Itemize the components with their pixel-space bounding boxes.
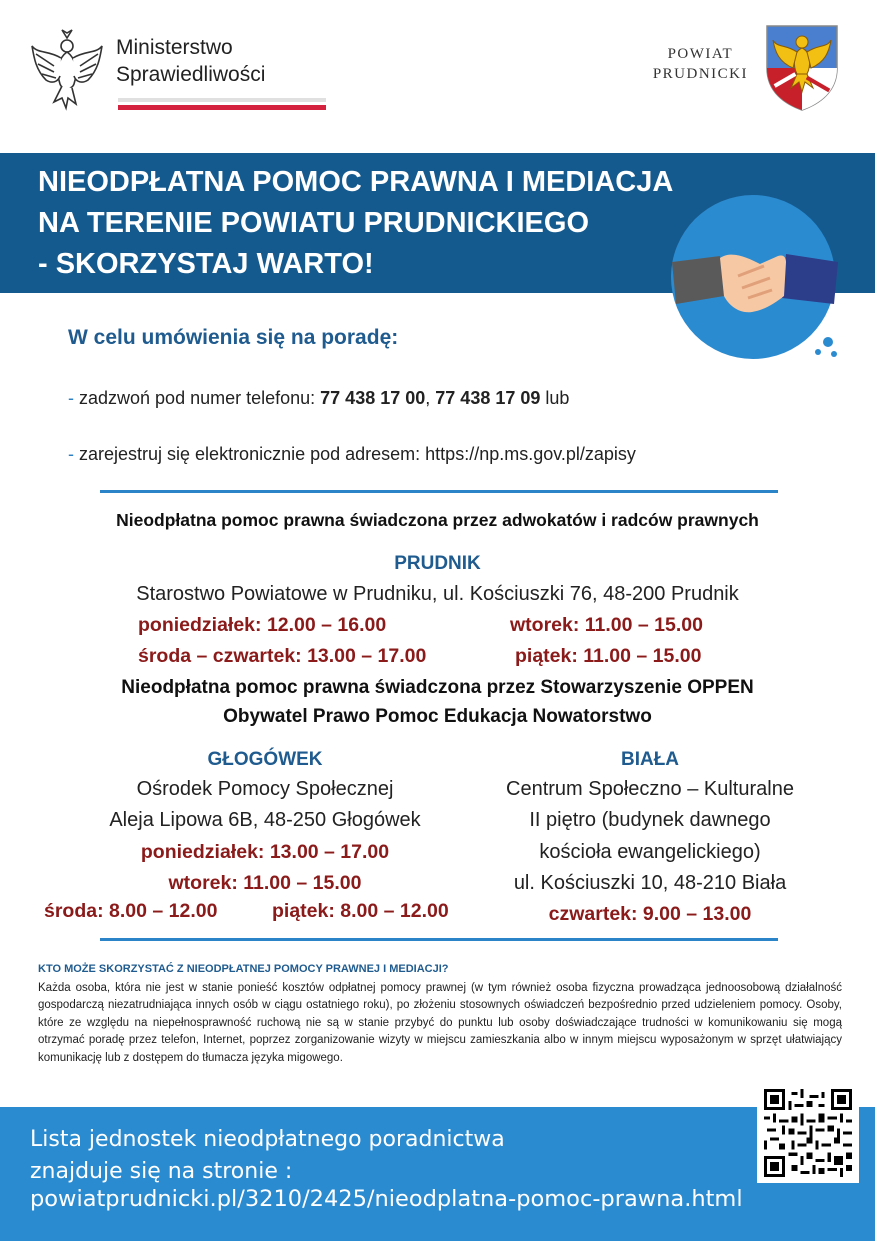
contact-phone-line: - zadzwoń pod numer telefonu: 77 438 17 00, 77 438 17 09 lub — [68, 388, 570, 408]
oppen-heading-line1: Nieodpłatna pomoc prawna świadczona przez Stowarzyszenie OPPEN — [121, 677, 754, 698]
divider-2 — [100, 938, 778, 941]
prudnik-address: Starostwo Powiatowe w Prudniku, ul. Kościuszki 76, 48-200 Prudnik — [136, 583, 739, 605]
glogowek-block — [30, 748, 500, 903]
phone-separator: , — [425, 388, 436, 408]
ministry-line1: Ministerstwo — [116, 36, 233, 59]
prudnik-hours-monday: poniedziałek: 12.00 – 16.00 — [138, 614, 387, 636]
powiat-line2: PRUDNICKI — [652, 66, 748, 82]
phone-prefix: zadzwoń pod numer telefonu: — [79, 388, 321, 408]
biala-address2: II piętro (budynek dawnego — [529, 809, 771, 831]
contact-heading: W celu umówienia się na poradę: — [68, 326, 399, 349]
biala-address4: ul. Kościuszki 10, 48-210 Biała — [513, 872, 787, 894]
glogowek-hours-wednesday: środa: 8.00 – 12.00 — [44, 900, 218, 922]
glogowek-address2: Aleja Lipowa 6B, 48-250 Głogówek — [109, 809, 421, 831]
registration-link[interactable]: zarejestruj się elektronicznie pod adresem: https://np.ms.gov.pl/zapisy — [79, 444, 636, 464]
powiat-logo — [625, 22, 845, 114]
qr-code-icon[interactable] — [757, 1083, 859, 1183]
info-heading: KTO MOŻE SKORZYSTAĆ Z NIEODPŁATNEJ POMOCY PRAWNEJ I MEDIACJI? — [38, 963, 449, 975]
prudnik-hours-wed-thu: środa – czwartek: 13.00 – 17.00 — [138, 645, 427, 667]
glogowek-address1: Ośrodek Pomocy Społecznej — [136, 778, 394, 800]
biala-address3: kościoła ewangelickiego) — [539, 841, 761, 863]
phone-number-1[interactable]: 77 438 17 00 — [320, 388, 426, 408]
info-body: Każda osoba, która nie jest w stanie ponieść kosztów odpłatnej pomocy prawnej (w tym również osoba fizyczna prowadząca jednoosobową działalność gospodarczą niezatrudniająca innych osób w ciągu ostatniego roku), po złożeniu stosownych oświadczeń bezpośrednio przed udzieleniem pomocy. Osoby, które ze względu na niepełnosprawność ruchową nie są w stanie przybyć do punktu lub osoby doświadczające trudności w komunikowaniu się mogą otrzymać poradę przez telefon, Internet, poprzez zorganizowanie wizyty w miejscu zamieszkania albo w innym miejscu wyposażonym w sprzęt ułatwiający komunikację lub z dostępem do tłumacza języka migowego. — [38, 982, 842, 1064]
ministry-line2: Sprawiedliwości — [116, 63, 266, 86]
title-line3: - SKORZYSTAJ WARTO! — [38, 248, 374, 280]
powiat-line1: POWIAT — [667, 46, 734, 62]
biala-address1: Centrum Społeczno – Kulturalne — [506, 778, 794, 800]
prudnik-hours-friday: piątek: 11.00 – 15.00 — [515, 645, 702, 667]
powiat-name — [653, 44, 748, 84]
page-title — [38, 162, 673, 285]
prudnik-city: PRUDNIK — [394, 553, 481, 574]
coat-of-arms-icon — [763, 22, 841, 112]
ministry-name — [116, 34, 265, 88]
title-line1: NIEODPŁATNA POMOC PRAWNA I MEDIACJA — [38, 166, 674, 198]
oppen-heading-line2: Obywatel Prawo Pomoc Edukacja Nowatorstwo — [223, 706, 652, 727]
ministry-logo — [28, 24, 308, 124]
divider-1 — [100, 490, 778, 493]
phone-number-2[interactable]: 77 438 17 09 — [435, 388, 541, 408]
glogowek-hours-tuesday: wtorek: 11.00 – 15.00 — [168, 872, 362, 894]
phone-suffix: lub — [540, 388, 570, 408]
handshake-icon — [668, 192, 843, 367]
biala-hours-thursday: czwartek: 9.00 – 13.00 — [548, 903, 752, 925]
footer-text — [30, 1124, 505, 1188]
footer-line1: Lista jednostek nieodpłatnego poradnictwa — [30, 1127, 505, 1152]
footer-line2: znajduje się na stronie : — [30, 1159, 293, 1184]
glogowek-hours-friday: piątek: 8.00 – 12.00 — [272, 900, 449, 922]
contact-web-line: - zarejestruj się elektronicznie pod adresem: https://np.ms.gov.pl/zapisy — [68, 444, 636, 464]
biala-city: BIAŁA — [620, 749, 680, 770]
prudnik-hours-tuesday: wtorek: 11.00 – 15.00 — [510, 614, 703, 636]
title-line2: NA TERENIE POWIATU PRUDNICKIEGO — [38, 207, 590, 239]
glogowek-hours-monday: poniedziałek: 13.00 – 17.00 — [140, 841, 390, 863]
footer-url-link[interactable]: powiatprudnicki.pl/3210/2425/nieodplatna-pomoc-prawna.html — [30, 1186, 743, 1212]
section1-heading: Nieodpłatna pomoc prawna świadczona przez adwokatów i radców prawnych — [116, 510, 759, 530]
biala-block — [470, 748, 830, 934]
polish-eagle-icon — [28, 24, 106, 114]
glogowek-city: GŁOGÓWEK — [207, 749, 323, 770]
flag-stripes — [118, 98, 326, 110]
